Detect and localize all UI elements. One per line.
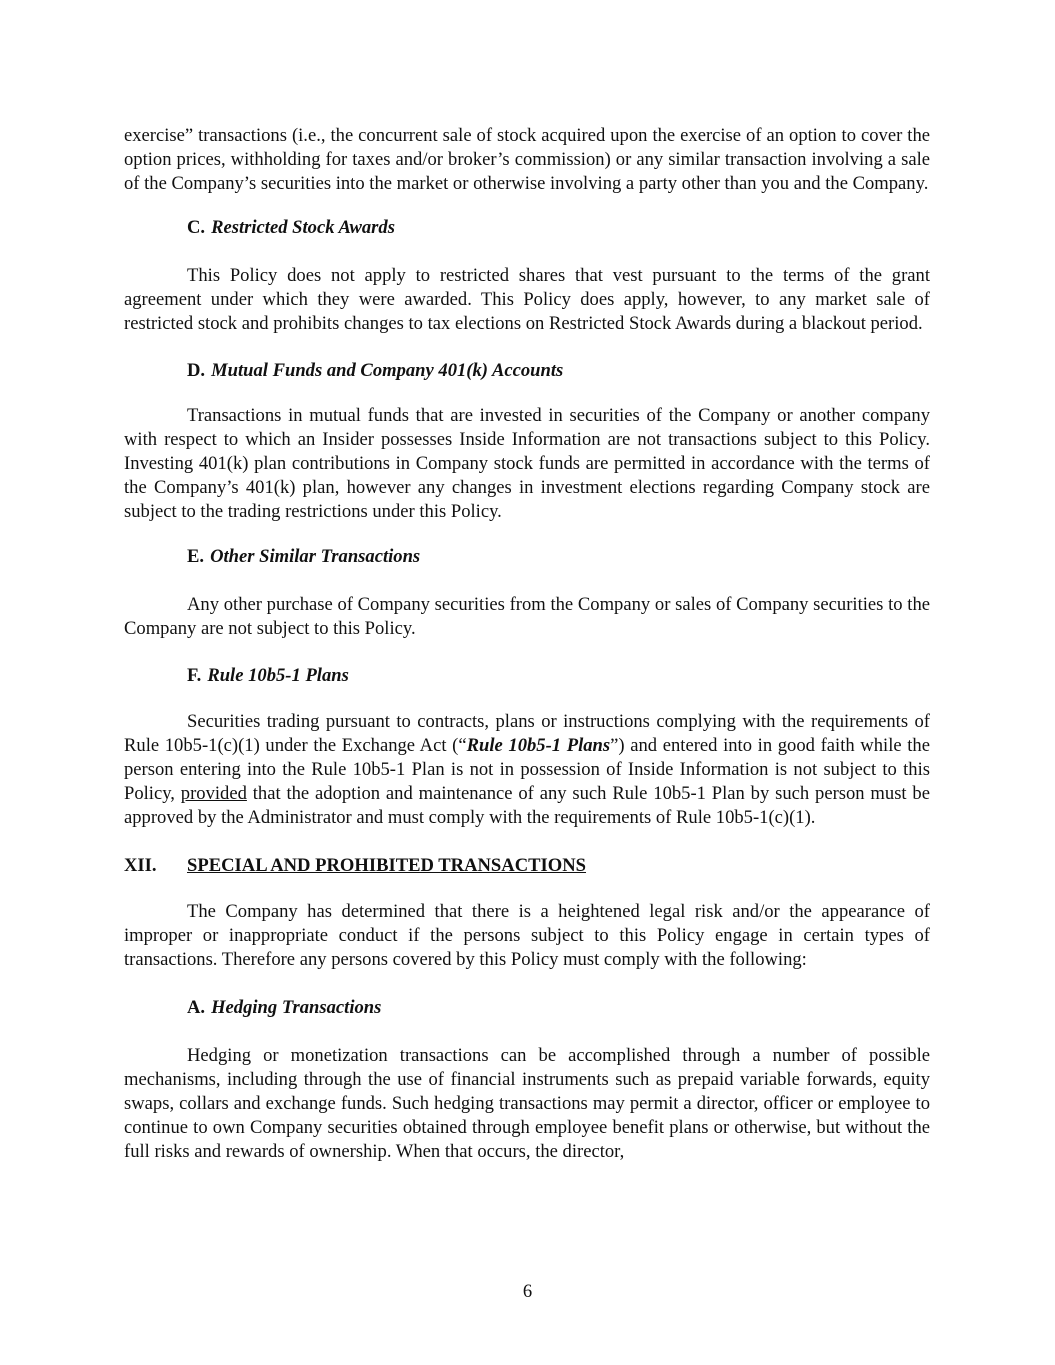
subsection-title: Rule 10b5-1 Plans: [207, 665, 349, 686]
rule-text-part2: ”) and entered into in good faith while the person entering into the Rule 10b5-1 Plan is not in possession of Inside Information is not subject to this Policy,: [124, 735, 930, 804]
subsection-letter: F.: [187, 665, 202, 686]
paragraph-other-transactions: Any other purchase of Company securities from the Company or sales of Company securities to the Company are not subject to this Policy.: [124, 594, 930, 639]
subsection-title: Mutual Funds and Company 401(k) Accounts: [211, 360, 564, 381]
section-number: XII.: [124, 855, 157, 876]
section-heading-xii: [124, 854, 930, 878]
subsection-heading-a: [187, 996, 930, 1020]
paragraph-hedging: Hedging or monetization transactions can be accomplished through a number of possible mechanisms, including through the use of financial instruments such as prepaid variable forwards, equity swaps, collars and exchange funds. Such hedging transactions may permit a director, officer or employee to continue to own Company securities obtained through employee benefit plans or otherwise, but without the full risks and rewards of ownership. When that occurs, the director,: [124, 1045, 930, 1162]
subsection-title: Restricted Stock Awards: [211, 217, 395, 238]
paragraph-rule-10b5-1: [124, 710, 930, 830]
paragraph-mutual-funds: Transactions in mutual funds that are invested in securities of the Company or another company with respect to which an Insider possesses Inside Information are not transactions subject to this Policy. Investing 401(k) plan contributions in Company stock funds are permitted in accordance with the terms of the Company’s 401(k) plan, however any changes in investment elections regarding Company stock are subject to the trading restrictions under this Policy.: [124, 405, 930, 522]
subsection-heading-c: [187, 216, 930, 240]
paragraph-special-transactions: The Company has determined that there is a heightened legal risk and/or the appearance of improper or inappropriate conduct if the persons subject to this Policy engage in certain types of transactions. Therefore any persons covered by this Policy must comply with the following:: [124, 901, 930, 970]
paragraph-restricted-stock: This Policy does not apply to restricted shares that vest pursuant to the terms of the grant agreement under which they were awarded. This Policy does apply, however, to any market sale of restricted stock and prohibits changes to tax elections on Restricted Stock Awards during a blackout period.: [124, 265, 930, 334]
provided-term: provided: [180, 783, 247, 804]
subsection-title: Hedging Transactions: [211, 997, 382, 1018]
page-number: 6: [522, 1281, 533, 1302]
rule-text-part3: that the adoption and maintenance of any such Rule 10b5-1 Plan by such person must be approved by the Administrator and must comply with the requirements of Rule 10b5-1(c)(1).: [124, 783, 930, 828]
subsection-heading-e: [187, 545, 930, 569]
subsection-title: Other Similar Transactions: [210, 546, 421, 567]
rule-text-part1: Securities trading pursuant to contracts, plans or instructions complying with the requirements of Rule 10b5-1(c)(1) under the Exchange Act (“: [124, 711, 930, 756]
subsection-heading-f: [187, 664, 930, 688]
subsection-heading-d: [187, 359, 930, 383]
section-title: SPECIAL AND PROHIBITED TRANSACTIONS: [187, 855, 587, 876]
document-page: [124, 124, 930, 1164]
paragraph-cashless-exercise: exercise” transactions (i.e., the concurrent sale of stock acquired upon the exercise of an option to cover the option prices, withholding for taxes and/or broker’s commission) or any similar transaction involving a sale of the Company’s securities into the market or otherwise involving a party other than you and the Company.: [124, 125, 930, 194]
subsection-letter: E.: [187, 546, 205, 567]
subsection-letter: A.: [187, 997, 206, 1018]
subsection-letter: C.: [187, 217, 206, 238]
defined-term: Rule 10b5-1 Plans: [466, 735, 611, 756]
subsection-letter: D.: [187, 360, 206, 381]
